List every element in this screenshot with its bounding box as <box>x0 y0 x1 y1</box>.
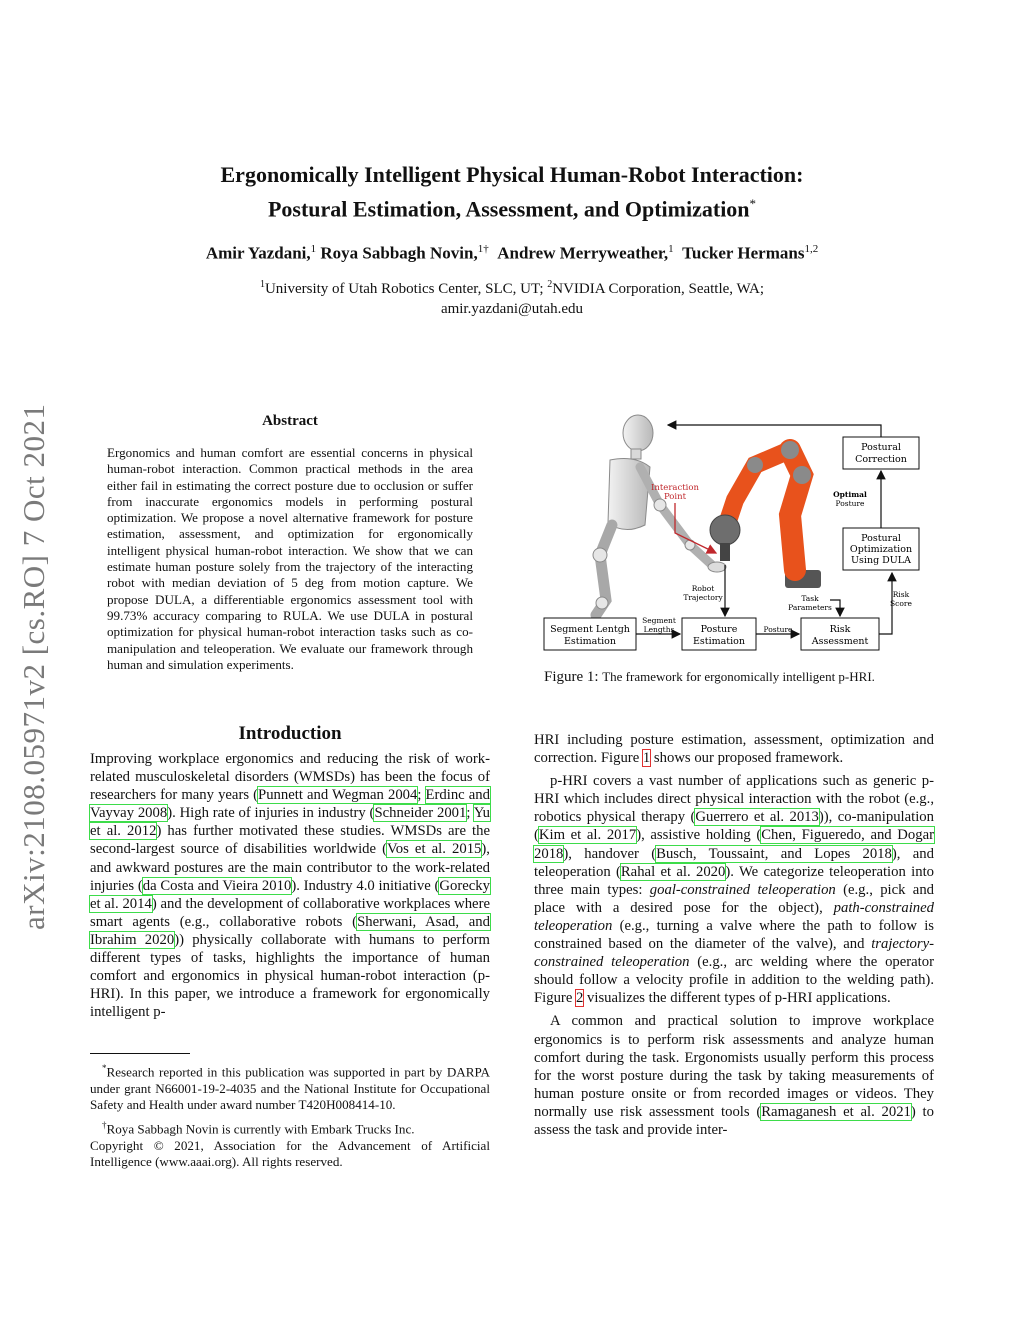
svg-text:Optimization: Optimization <box>849 544 913 555</box>
robot-trajectory-label: Robot <box>691 584 715 593</box>
intro-heading: Introduction <box>238 723 342 744</box>
svg-text:Posture: Posture <box>835 499 865 508</box>
citation-link[interactable]: Busch, Toussaint, and Lopes 2018 <box>656 845 892 862</box>
figure-caption: Figure 1: The framework for ergonomically intelligent p-HRI. <box>544 669 875 685</box>
citation-link[interactable]: Chen, Figueredo, and Dogar 2018 <box>534 827 934 862</box>
figure-ref-link[interactable]: 1 <box>642 750 651 767</box>
citation-link[interactable]: Schneider 2001 <box>374 805 467 822</box>
author: Tucker Hermans <box>682 243 805 263</box>
author: Amir Yazdani, <box>205 243 311 263</box>
abstract-heading: Abstract <box>262 413 318 429</box>
svg-text:Segment Lentgh: Segment Lentgh <box>550 624 630 635</box>
citation-link[interactable]: Yu et al. 2012 <box>90 805 491 840</box>
svg-text:Lengths: Lengths <box>643 625 675 634</box>
affiliation: $^1$University of Utah Robotics Center, SLC, UT; $^2$NVIDIA Corporation, Seattle, WA; amir.yazdani@utah.edu <box>0 275 1024 319</box>
svg-text:Trajectory: Trajectory <box>683 593 723 602</box>
paragraph: p-HRI covers a vast number of applications such as generic p-HRI which includes direct physical interaction with the robot (e.g., robotics physical therapy (Guerrero et al. 2013)), co-manipulation (Kim et al. 2017), assistive holding (Chen, Figueredo, and Dogar 2018), handover (Busch, Toussaint, and Lopes 2018), and teleoperation (Rahal et al. 2020). We categorize teleoperation into three main types: goal-constrained teleoperation (e.g., pick and place with a desired pose for the object), path-constrained teleoperation (e.g., turning a valve where the path to follow is constrained based on the diameter of the valve), and trajectory-constrained teleoperation (e.g., arc welding where the operator should follow a velocity profile in addition to the welding path). Figure 2 visualizes the different types of p-HRI applications. <box>534 773 935 1007</box>
intro-paragraph: Improving workplace ergonomics and reducing the risk of work-related musculoskeletal disorders (WMSDs) has been the focus of researchers for many years (Punnett and Wegman 2004; Erdinc and Vayvay 2008). High rate of injuries in industry (Schneider 2001; Yu et al. 2012) has further motivated these studies. WMSDs are the second-largest source of disabilities worldwide (Vos et al. 2015), and awkward postures are the main contributor to the work-related injuries (da Costa and Vieira 2010). Industry 4.0 initiative (Gorecky et al. 2014) and the development of collaborative workplaces where smart agents (e.g., collaborative robots (Sherwani, Asad, and Ibrahim 2020)) physically collaborate with humans to perform different types of tasks, highlights the importance of human comfort and ergonomics in physical human-robot interaction (p-HRI). In this paper, we introduce a framework for ergonomically intelligent p- <box>90 751 491 1021</box>
footnote-rule <box>90 1053 190 1054</box>
svg-text:Posture: Posture <box>700 624 738 635</box>
copyright-notice: Copyright © 2021, Association for the Advancement of Artificial Intelligence (www.aaai.org). All rights reserved. <box>90 1137 490 1169</box>
citation-link[interactable]: Guerrero et al. 2013 <box>695 809 819 826</box>
citation-link[interactable]: Rahal et al. 2020 <box>620 863 726 880</box>
title-line-2: Postural Estimation, Assessment, and Optimization* <box>267 196 757 222</box>
svg-text:Estimation: Estimation <box>563 636 617 647</box>
author-email[interactable]: amir.yazdani@utah.edu <box>440 301 584 317</box>
author: Roya Sabbagh Novin, <box>320 243 478 263</box>
risk-score-label: Risk <box>892 590 910 599</box>
svg-text:Postural: Postural <box>861 533 901 544</box>
robot-arm-illustration <box>710 441 821 588</box>
author: Andrew Merryweather, <box>497 243 669 263</box>
framework-figure <box>540 405 940 660</box>
svg-text:Score: Score <box>890 599 912 608</box>
svg-text:Point: Point <box>663 492 687 502</box>
right-column-text <box>534 731 934 1139</box>
paragraph: HRI including posture estimation, assessment, optimization and correction. Figure 1 shows our proposed framework. <box>534 732 934 767</box>
arxiv-sidebar <box>16 370 56 930</box>
paragraph: A common and practical solution to improve workplace ergonomics is to perform risk assessments and analyze human comfort during the task. Ergonomists usually perform this process for the worst posture during the task by taking measurements of human posture onsite or from recorded images or videos. They normally use risk assessment tools (Ramaganesh et al. 2021) to assess the task and provide inter- <box>534 1013 934 1138</box>
svg-text:Risk: Risk <box>829 624 851 635</box>
segment-lengths-label: Segment <box>642 616 676 625</box>
svg-text:Parameters: Parameters <box>788 603 832 612</box>
footnote: †Roya Sabbagh Novin is currently with Embark Trucks Inc. <box>102 1119 415 1137</box>
footnote: *Research reported in this publication was supported in part by DARPA under grant N66001-19-2-4035 and the National Institute for Occupational Safety and Health under award number T420H008414-10. <box>90 1063 490 1112</box>
citation-link[interactable]: Ramaganesh et al. 2021 <box>761 1103 911 1120</box>
citation-link[interactable]: Gorecky et al. 2014 <box>90 877 490 912</box>
title-line-1: Ergonomically Intelligent Physical Human-Robot Interaction: <box>220 162 804 187</box>
svg-text:Postural: Postural <box>861 442 901 453</box>
citation-link[interactable]: Erdinc and Vayvay 2008 <box>90 787 490 822</box>
task-parameters-label: Task <box>801 594 819 603</box>
posture-label: Posture <box>763 625 793 634</box>
correction-arrow <box>668 425 881 437</box>
svg-text:Correction: Correction <box>855 454 907 465</box>
author-list: Amir Yazdani,$^1$ Roya Sabbagh Novin,$^{1\dagger}$ Andrew Merryweather,$^1$ Tucker Hermans$^{1,2}$ <box>205 243 819 263</box>
citation-link[interactable]: Kim et al. 2017 <box>538 827 637 844</box>
paper-title <box>0 160 1024 223</box>
svg-text:Assessment: Assessment <box>811 636 869 647</box>
optimal-posture-label: Optimal <box>833 490 867 499</box>
arxiv-id[interactable]: arXiv:2108.05971v2 [cs.RO] 7 Oct 2021 <box>16 403 51 930</box>
svg-text:Using DULA: Using DULA <box>851 555 911 566</box>
interaction-point-label: Interaction <box>651 483 699 493</box>
citation-link[interactable]: da Costa and Vieira 2010 <box>142 877 292 894</box>
footnotes <box>90 1060 490 1170</box>
abstract-body: Ergonomics and human comfort are essential concerns in physical human-robot interaction. Common practical methods in the area either fail in estimating the correct posture due to occlusion or suffer from inaccurate ergonomics models in performing postural optimization. We propose a novel alternative framework for posture estimation, assessment, and optimization for ergonomically intelligent physical human-robot interaction. We show that we can estimate human posture solely from the trajectory of the interacting robot with median deviation of 5 deg from motion capture. We propose DULA, a differentiable ergonomics assessment tool with 99.73% accuracy comparing to RULA. We use DULA in postural optimization for physical human-robot interaction tasks such as co-manipulation and teleoperation. We evaluate our framework through human and simulation experiments. <box>107 445 473 672</box>
figure-ref-link[interactable]: 2 <box>576 990 584 1007</box>
citation-link[interactable]: Punnett and Wegman 2004 <box>258 787 418 804</box>
citation-link[interactable]: Vos et al. 2015 <box>387 841 482 858</box>
svg-text:Estimation: Estimation <box>692 636 746 647</box>
citation-link[interactable]: Sherwani, Asad, and Ibrahim 2020 <box>90 913 490 948</box>
